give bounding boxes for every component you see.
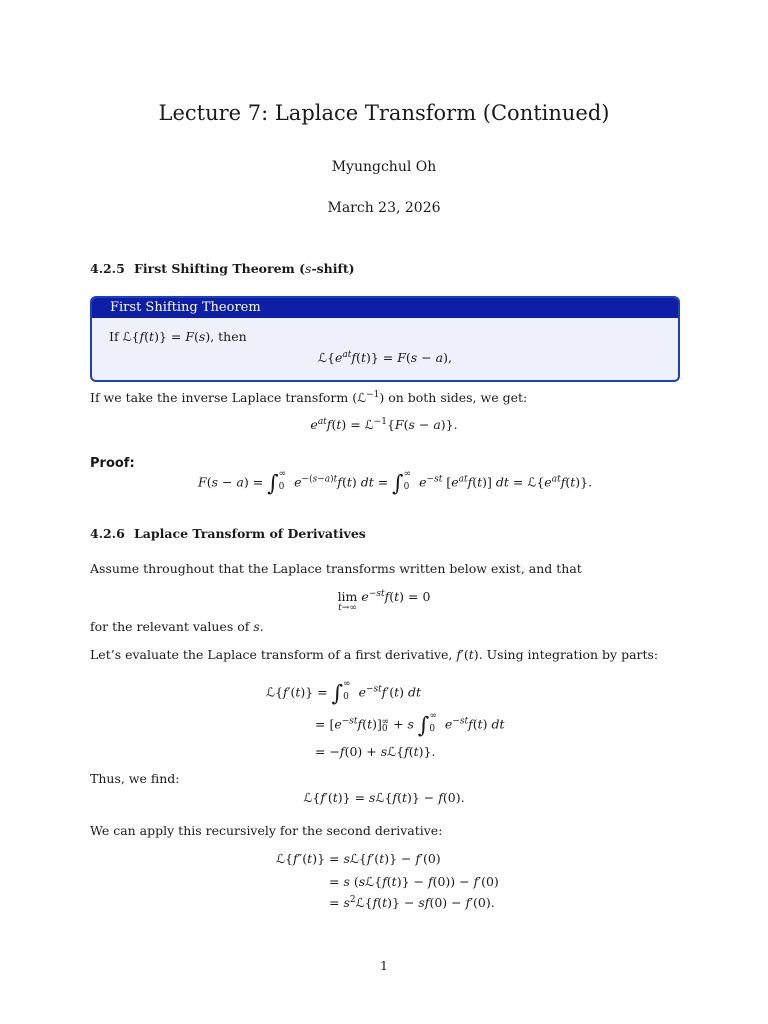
thus-equation: ℒ{f′(t)} = sℒ{f(t)} − f(0). <box>303 790 465 805</box>
section-heading-derivatives <box>90 526 366 541</box>
section-title-suffix: -shift) <box>311 261 355 276</box>
section-number: 4.2.6 <box>90 526 125 541</box>
limit-equation: lim t→∞ $e^{-st}f(t) = 0$ <box>337 589 431 613</box>
deriv1-line3: = −f(0) + sℒ{f(t)}. <box>315 744 436 759</box>
relevant-paragraph: for the relevant values of s. <box>90 619 264 634</box>
lets-paragraph: Let’s evaluate the Laplace transform of a first derivative, f′(t). Using integration by parts: <box>90 647 659 662</box>
theorem-hypothesis: ℒ{f(t)} = F(s), then <box>122 329 247 344</box>
theorem-statement-line2: $ℒ\{e^{at}f(t)\} = F(s - a)$, <box>318 350 452 365</box>
recursive-paragraph: We can apply this recursively for the second derivative: <box>90 823 443 838</box>
section-title-prefix: First Shifting Theorem ( <box>134 261 306 276</box>
inverse-equation: $e^{at}f(t)$ = ℒ$^{-1}${F(s − a)}. <box>310 417 458 432</box>
section-heading-shifting <box>90 261 355 276</box>
section-title-var: s <box>305 261 312 276</box>
deriv1-line1: ℒ{f′(t)} = ∫ ∞ 0 $e^{-st}f'(t)$ dt <box>266 679 422 707</box>
proof-equation: F(s − a) = ∫ ∞ 0 $e^{-(s-a)t}f(t)$ dt = ∫ ∞ 0 $e^{-st}$ $[e^{at}f(t)]$ dt = $ℒ\{e^{at}f(t)\}$. <box>198 469 593 497</box>
theorem-if: If <box>109 329 123 344</box>
deriv1-line2: = $[e^{-st}f(t)]_0^\infty + s$ ∫ ∞ 0 $e^{-st}f(t)$ dt <box>315 711 505 739</box>
deriv2-line2: = s (sℒ{f(t)} − f(0)) − f′(0) <box>329 874 499 889</box>
theorem-box <box>90 296 680 382</box>
deriv2-line3: = $s^2ℒ\{f(t)\} - sf(0) - f'(0)$. <box>329 895 495 910</box>
page-number: 1 <box>380 958 388 973</box>
section-number: 4.2.5 <box>90 261 125 276</box>
document-date: March 23, 2026 <box>327 200 441 216</box>
inverse-paragraph: If we take the inverse Laplace transform (ℒ$^{-1}$) on both sides, we get: <box>90 390 528 405</box>
section-title: Laplace Transform of Derivatives <box>134 526 366 541</box>
theorem-statement-line1 <box>109 329 247 344</box>
assume-paragraph: Assume throughout that the Laplace transforms written below exist, and that <box>90 561 582 576</box>
deriv2-line1: ℒ{f″(t)} = sℒ{f′(t)} − f′(0) <box>276 851 441 866</box>
proof-label: Proof: <box>90 456 135 471</box>
document-title: Lecture 7: Laplace Transform (Continued) <box>158 101 610 125</box>
thus-paragraph: Thus, we find: <box>90 771 180 786</box>
theorem-heading: First Shifting Theorem <box>92 298 678 318</box>
author-name: Myungchul Oh <box>331 159 437 175</box>
